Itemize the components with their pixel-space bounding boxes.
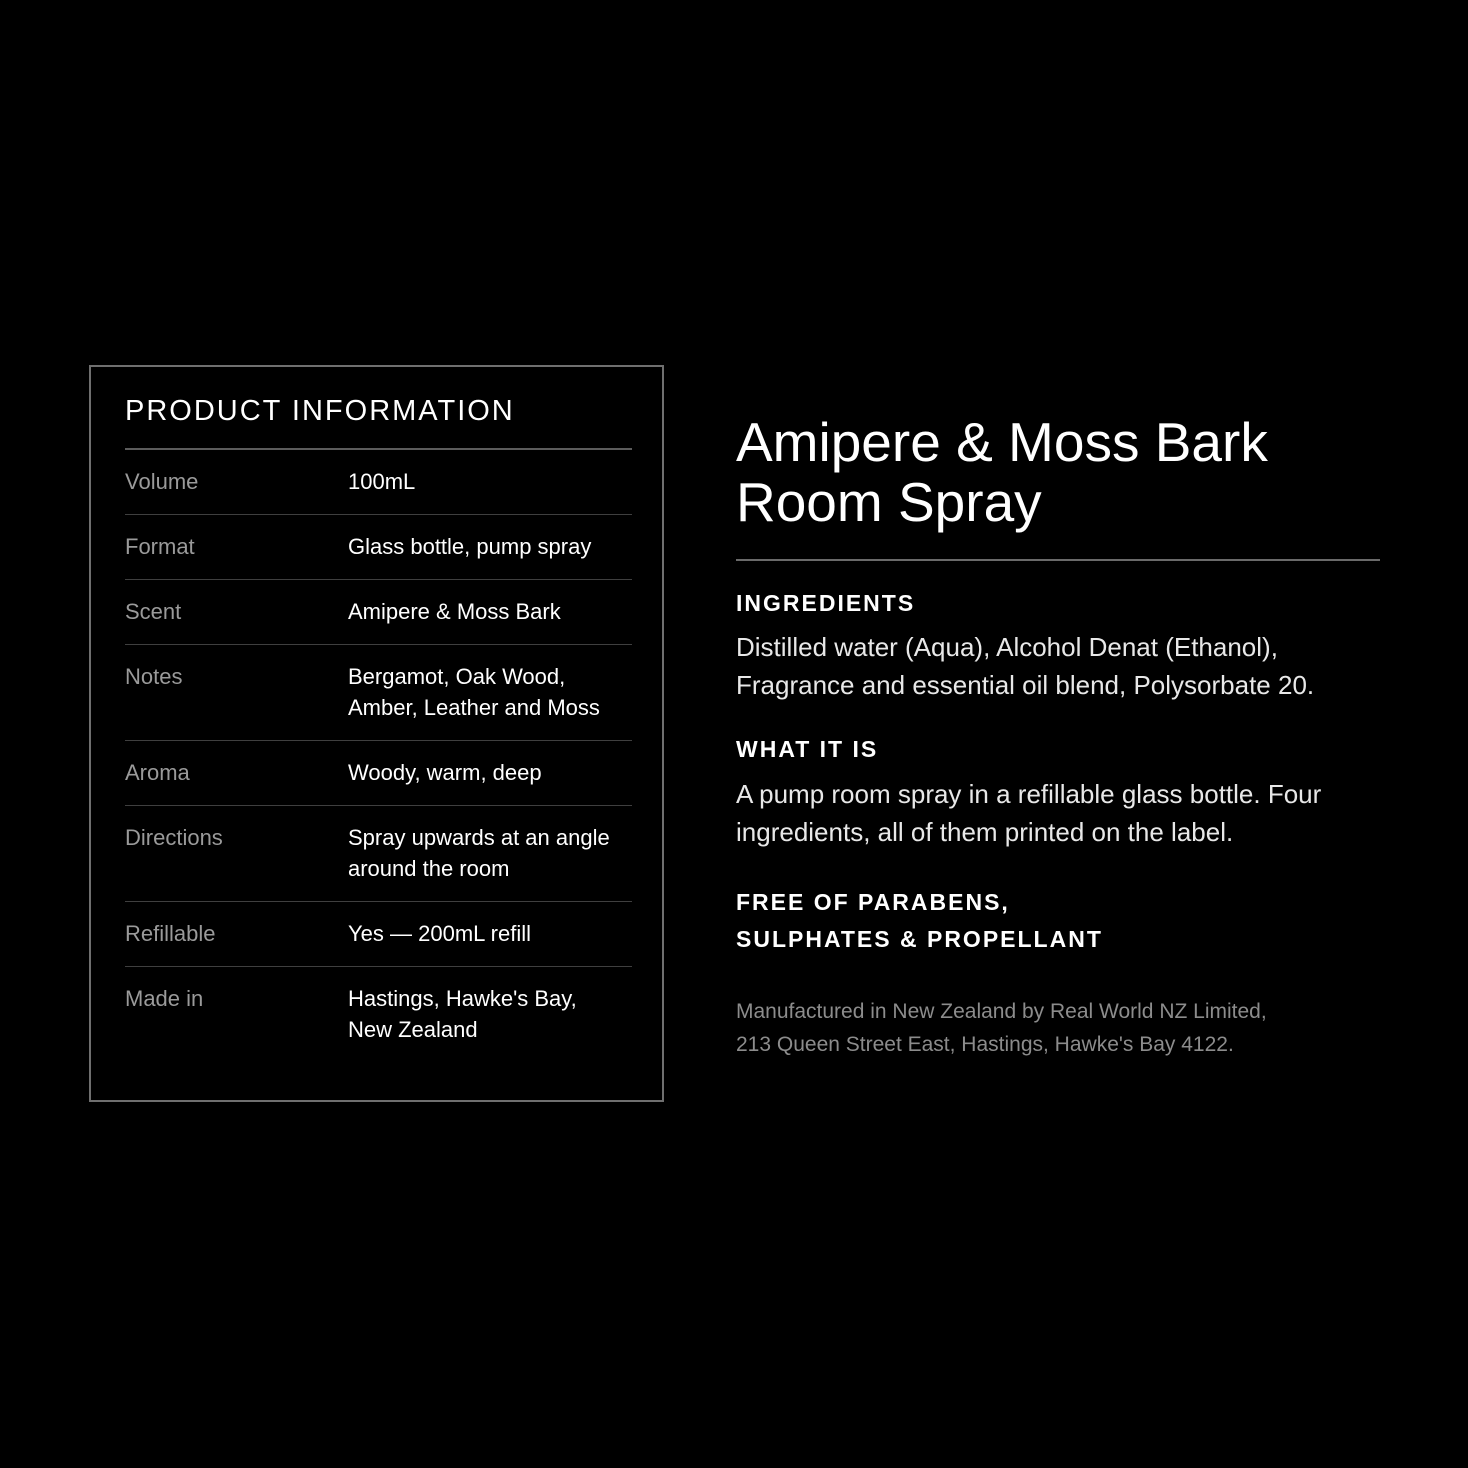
info-value: Spray upwards at an angle around the room (348, 825, 610, 881)
info-label: Directions (125, 825, 223, 850)
info-row-volume (125, 450, 632, 515)
ingredients-line-2: Fragrance and essential oil blend, Polysorbate 20. (736, 670, 1315, 700)
product-information-table (125, 450, 632, 1062)
info-label: Refillable (125, 921, 216, 946)
product-information-title: PRODUCT INFORMATION (125, 395, 515, 427)
info-label: Format (125, 534, 195, 559)
info-label: Aroma (125, 760, 190, 785)
what-it-is-heading: WHAT IT IS (736, 736, 879, 762)
info-row-aroma (125, 741, 632, 806)
manufacturer-line-1: Manufactured in New Zealand by Real World NZ Limited, (736, 1000, 1267, 1023)
info-value: 100mL (348, 469, 416, 494)
manufacturer-info (736, 995, 1386, 1061)
manufacturer-line-2: 213 Queen Street East, Hastings, Hawke's Bay 4122. (736, 1033, 1234, 1056)
info-label: Scent (125, 599, 182, 624)
info-value: Amipere & Moss Bark (348, 599, 561, 624)
what-it-is-text (736, 775, 1386, 851)
info-row-notes (125, 645, 632, 741)
info-row-made-in (125, 967, 632, 1062)
info-row-directions (125, 806, 632, 902)
info-value: Glass bottle, pump spray (348, 534, 592, 559)
info-value: Bergamot, Oak Wood, Amber, Leather and Moss (348, 664, 600, 720)
what-it-is-line-1: A pump room spray in a refillable glass bottle. Four (736, 779, 1322, 809)
info-row-refillable (125, 902, 632, 967)
info-row-scent (125, 580, 632, 645)
ingredients-text (736, 628, 1386, 704)
info-value: Woody, warm, deep (348, 760, 542, 785)
free-of-heading-line-1: FREE OF PARABENS, (736, 889, 1010, 915)
info-value: Yes — 200mL refill (348, 921, 532, 946)
info-label: Made in (125, 986, 204, 1011)
info-label: Notes (125, 664, 183, 689)
product-title-line-1: Amipere & Moss Bark (736, 411, 1268, 473)
info-label: Volume (125, 469, 199, 494)
free-of-heading-line-2: SULPHATES & PROPELLANT (736, 926, 1103, 952)
product-information-panel (89, 365, 664, 1102)
product-title-line-2: Room Spray (736, 471, 1042, 533)
what-it-is-line-2: ingredients, all of them printed on the label. (736, 817, 1234, 847)
ingredients-heading: INGREDIENTS (736, 590, 916, 616)
product-title (736, 412, 1376, 532)
info-value: Hastings, Hawke's Bay, New Zealand (348, 986, 577, 1042)
product-title-divider (736, 559, 1380, 561)
info-row-format (125, 515, 632, 580)
ingredients-line-1: Distilled water (Aqua), Alcohol Denat (Ethanol), (736, 632, 1278, 662)
